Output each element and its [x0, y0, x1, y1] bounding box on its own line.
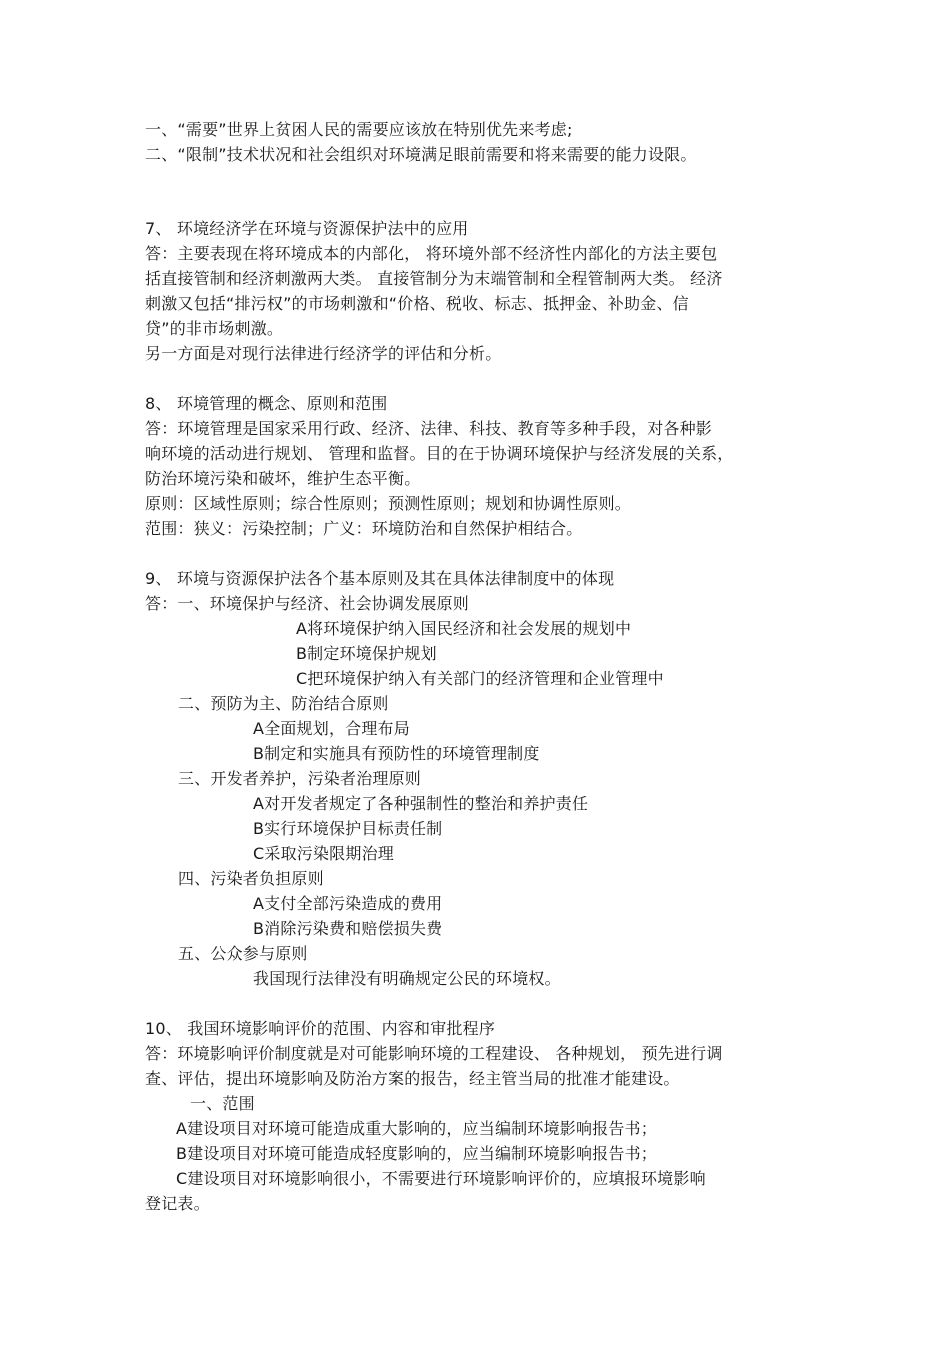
list-item: A将环境保护纳入国民经济和社会发展的规划中: [296, 619, 632, 638]
text-line: 防治环境污染和破坏，维护生态平衡。: [145, 469, 421, 488]
text-line: 响环境的活动进行规划、 管理和监督。目的在于协调环境保护与经济发展的关系，: [145, 444, 734, 463]
list-item: C建设项目对环境影响很小，不需要进行环境影响评价的，应填报环境影响: [176, 1169, 706, 1188]
text-line: 范围：狭义：污染控制；广义：环境防治和自然保护相结合。: [145, 519, 583, 538]
text-line: 登记表。: [145, 1194, 210, 1213]
text-line: 一、“需要”世界上贫困人民的需要应该放在特别优先来考虑;: [145, 120, 573, 139]
subsection-heading: 一、范围: [190, 1094, 255, 1113]
text-line: 答：环境影响评价制度就是对可能影响环境的工程建设、 各种规划， 预先进行调: [145, 1044, 723, 1063]
list-item: A建设项目对环境可能造成重大影响的，应当编制环境影响报告书；: [176, 1119, 657, 1138]
text-line: 原则：区域性原则；综合性原则；预测性原则；规划和协调性原则。: [145, 494, 632, 513]
text-line: 括直接管制和经济刺激两大类。 直接管制分为末端管制和全程管制两大类。 经济: [145, 269, 723, 288]
principle-heading: 三、开发者养护，污染者治理原则: [178, 769, 422, 788]
principle-heading: 二、预防为主、防治结合原则: [178, 694, 389, 713]
text-line: 二、“限制”技术状况和社会组织对环境满足眼前需要和将来需要的能力设限。: [145, 145, 697, 164]
text-line: 贷”的非市场刺激。: [145, 319, 284, 338]
list-item: A支付全部污染造成的费用: [253, 894, 443, 913]
list-item: A全面规划，合理布局: [253, 719, 410, 738]
section-heading: 8、 环境管理的概念、原则和范围: [145, 394, 388, 413]
text-line: 答：主要表现在将环境成本的内部化， 将环境外部不经济性内部化的方法主要包: [145, 244, 718, 263]
text-line: 查、评估，提出环境影响及防治方案的报告，经主管当局的批准才能建设。: [145, 1069, 680, 1088]
list-item: B制定环境保护规划: [296, 644, 437, 663]
principle-heading: 四、污染者负担原则: [178, 869, 324, 888]
principle-heading: 五、公众参与原则: [178, 944, 308, 963]
text-line: 另一方面是对现行法律进行经济学的评估和分析。: [145, 344, 502, 363]
list-item: B实行环境保护目标责任制: [253, 819, 443, 838]
list-item: B制定和实施具有预防性的环境管理制度: [253, 744, 540, 763]
list-item: C把环境保护纳入有关部门的经济管理和企业管理中: [296, 669, 664, 688]
list-item: C采取污染限期治理: [253, 844, 394, 863]
section-heading: 10、 我国环境影响评价的范围、内容和审批程序: [145, 1019, 496, 1038]
text-line: 刺激又包括“排污权”的市场刺激和“价格、税收、标志、抵押金、补助金、信: [145, 294, 689, 313]
list-item: B消除污染费和赔偿损失费: [253, 919, 443, 938]
section-heading: 9、 环境与资源保护法各个基本原则及其在具体法律制度中的体现: [145, 569, 615, 588]
text-line: 答：一、环境保护与经济、社会协调发展原则: [145, 594, 470, 613]
section-heading: 7、 环境经济学在环境与资源保护法中的应用: [145, 219, 469, 238]
list-item: A对开发者规定了各种强制性的整治和养护责任: [253, 794, 589, 813]
list-item: B建设项目对环境可能造成轻度影响的，应当编制环境影响报告书；: [176, 1144, 657, 1163]
list-item: 我国现行法律没有明确规定公民的环境权。: [253, 969, 561, 988]
text-line: 答：环境管理是国家采用行政、经济、法律、科技、教育等多种手段，对各种影: [145, 419, 713, 438]
